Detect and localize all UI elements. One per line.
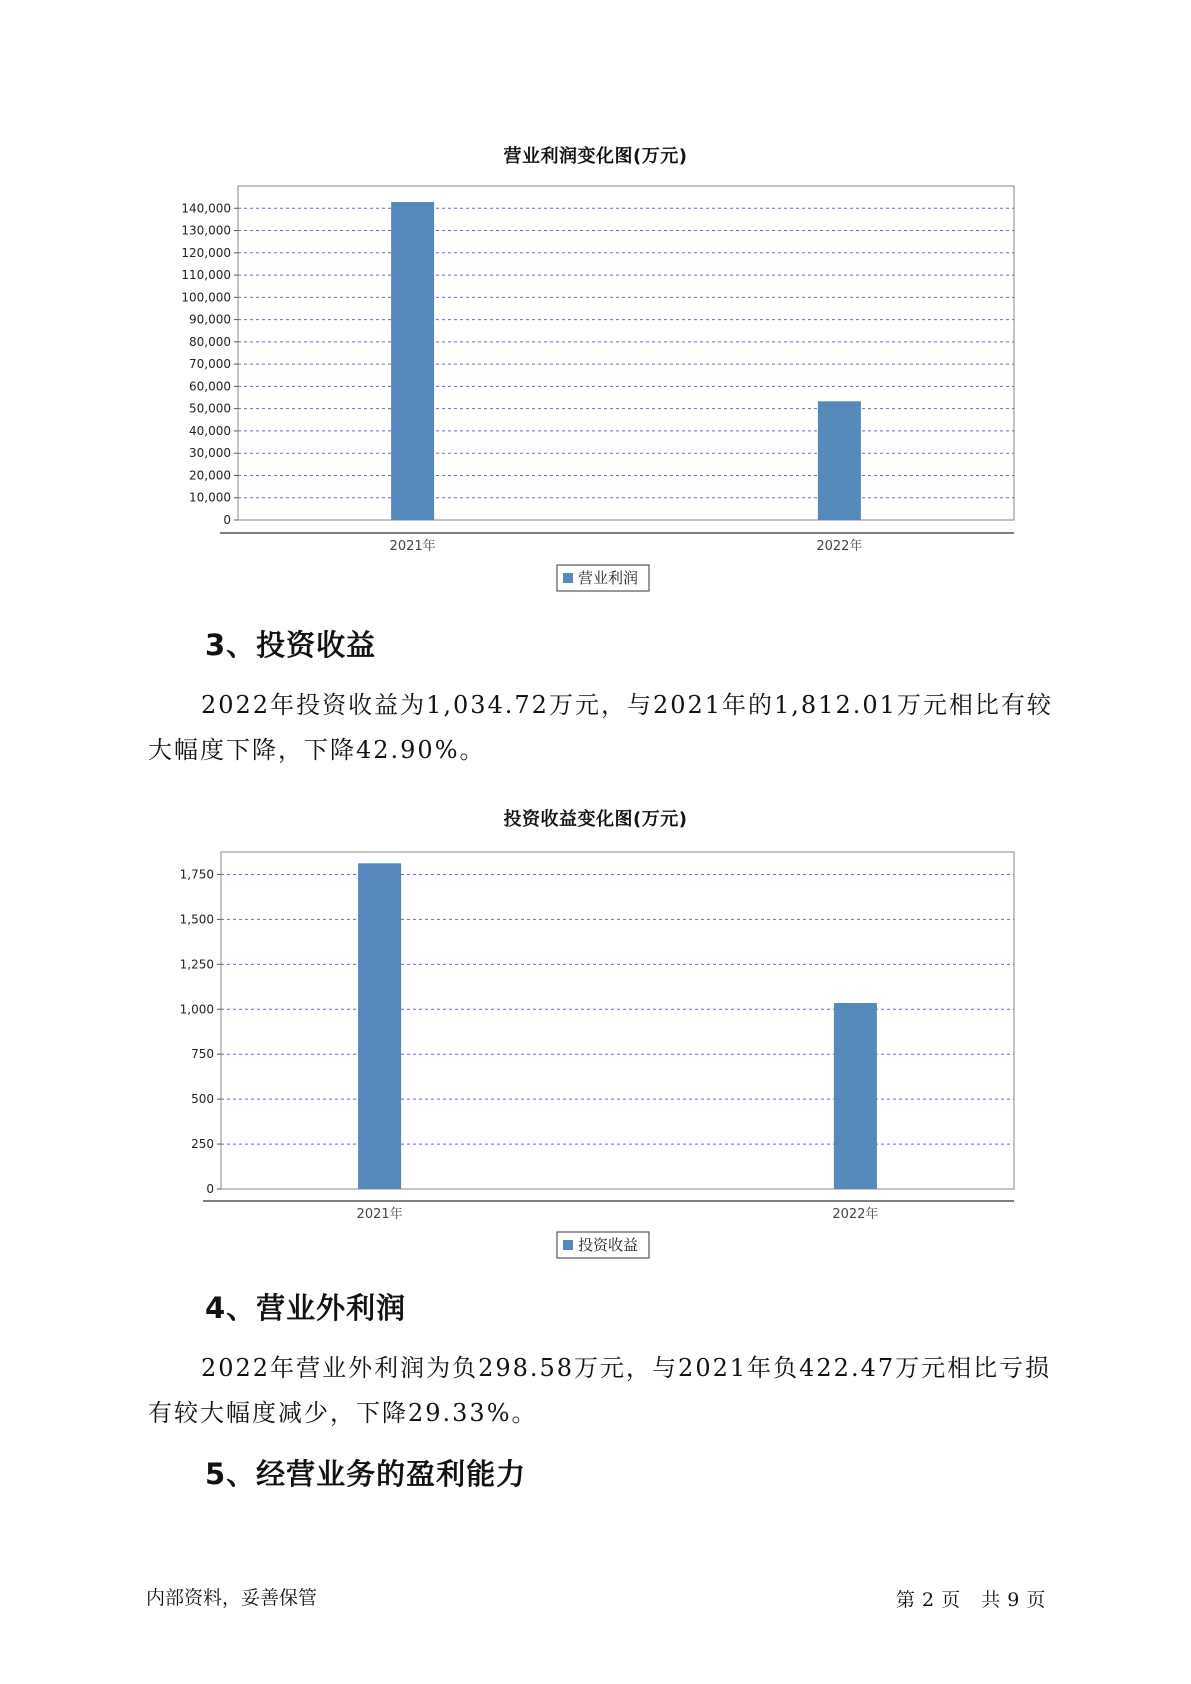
bar-2021年: [358, 863, 401, 1189]
legend-label: 营业利润: [578, 569, 639, 587]
y-tick-label: 250: [191, 1137, 214, 1152]
y-tick-label: 0: [223, 513, 231, 527]
y-tick-label: 100,000: [181, 290, 231, 305]
bar-2022年: [834, 1003, 877, 1189]
page-mid: 页: [941, 1589, 962, 1611]
y-tick-label: 30,000: [189, 446, 231, 461]
y-tick-label: 40,000: [189, 423, 231, 438]
page-total: 9: [1007, 1589, 1021, 1611]
x-category-label: 2021年: [389, 539, 436, 554]
paragraph-non-operating-profit: [148, 1346, 1052, 1436]
paragraph-line: 2022年投资收益为1,034.72万元，与2021年的1,812.01万元相比有较: [201, 691, 1053, 719]
y-tick-label: 750: [191, 1047, 214, 1062]
page-suffix: 页: [1026, 1589, 1047, 1611]
y-tick-label: 500: [191, 1092, 214, 1107]
footer-confidential-note: 内部资料，妥善保管: [146, 1587, 318, 1609]
paragraph-line: 2022年营业外利润为负298.58万元，与2021年负422.47万元相比亏损: [201, 1354, 1052, 1382]
page-total-prefix: 共: [981, 1589, 1002, 1611]
legend-label: 投资收益: [578, 1236, 639, 1254]
y-tick-label: 140,000: [181, 201, 231, 216]
legend-swatch: [563, 1240, 573, 1250]
y-tick-label: 70,000: [189, 357, 231, 372]
y-tick-label: 10,000: [189, 490, 231, 505]
y-tick-label: 0: [206, 1182, 214, 1196]
heading-non-operating-profit: 4、营业外利润: [205, 1291, 407, 1325]
x-category-label: 2021年: [356, 1207, 403, 1222]
y-tick-label: 20,000: [189, 468, 231, 483]
x-category-label: 2022年: [816, 539, 863, 554]
y-tick-label: 50,000: [189, 401, 231, 416]
y-tick-label: 110,000: [181, 268, 231, 283]
y-tick-label: 120,000: [181, 245, 231, 260]
heading-operating-profitability: 5、经营业务的盈利能力: [205, 1457, 527, 1491]
y-tick-label: 1,500: [179, 912, 214, 927]
y-tick-label: 1,750: [179, 867, 214, 882]
page-prefix: 第: [896, 1589, 917, 1611]
chart-title-operating-profit: 营业利润变化图(万元): [503, 146, 688, 167]
paragraph-line: 大幅度下降，下降42.90%。: [148, 736, 486, 764]
y-tick-label: 80,000: [189, 334, 231, 349]
y-tick-label: 60,000: [189, 379, 231, 394]
paragraph-line: 有较大幅度减少，下降29.33%。: [148, 1399, 538, 1427]
heading-investment-income: 3、投资收益: [205, 628, 377, 662]
y-tick-label: 130,000: [181, 223, 231, 238]
page-current: 2: [922, 1589, 936, 1611]
y-tick-label: 90,000: [189, 312, 231, 327]
y-tick-label: 1,250: [179, 957, 214, 972]
chart-title-investment-income: 投资收益变化图(万元): [503, 809, 688, 830]
y-tick-label: 1,000: [179, 1002, 214, 1017]
plot-area: [221, 852, 1014, 1189]
footer-page-number: [893, 1585, 1049, 1612]
x-category-label: 2022年: [832, 1207, 879, 1222]
